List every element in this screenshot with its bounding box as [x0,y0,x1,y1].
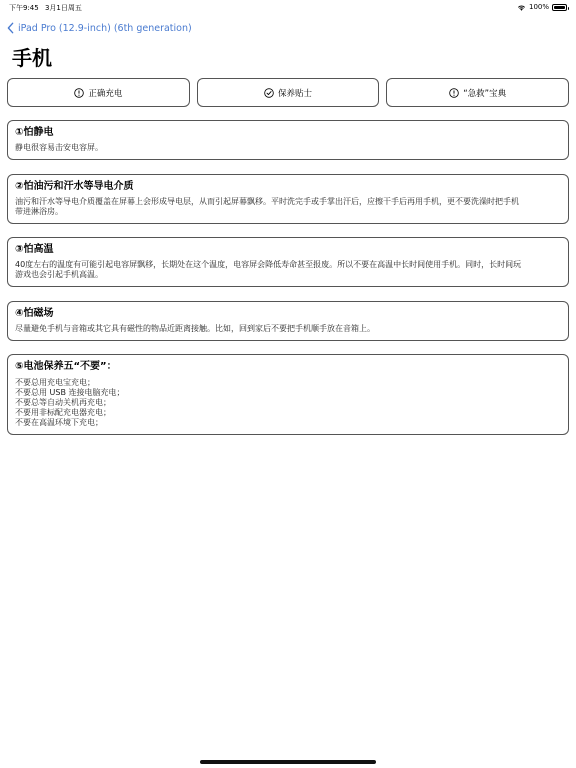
card-title: ③怕高温 [15,244,54,255]
tip-card-heat [7,237,569,287]
tab-maintenance-tips[interactable] [197,78,380,107]
tip-card-static [7,120,569,160]
battery-percent: 100% [528,3,549,11]
status-time-clock: 下午9:45 [9,4,39,12]
card-title: ②怕油污和汗水等导电介质 [15,181,134,192]
chevron-left-icon [6,22,15,34]
card-body: 静电很容易击安电容屏。 [15,143,103,152]
status-right [517,3,567,11]
home-indicator[interactable] [200,760,376,764]
tab-correct-charging[interactable] [7,78,190,107]
exclamation-circle-icon [449,88,459,98]
card-title: ④怕磁场 [15,308,54,319]
status-date: 3月1日周五 [44,4,82,12]
card-body: 40度左右的温度有可能引起电容屏飘移，长期处在这个温度，电容屏会降低寿命甚至报废。所以不要在高温中长时间使用手机。同时，长时间玩 游戏也会引起手机高温。 [15,260,522,279]
card-body: 油污和汗水等导电介质覆盖在屏幕上会形成导电层，从而引起屏幕飘移。平时洗完手或手掌出汗后，应擦干手后再用手机，更不要洗澡时把手机 带进淋浴房。 [15,197,519,216]
checkmark-circle-icon [264,88,274,98]
card-body: 尽量避免手机与音箱或其它具有磁性的物品近距离接触。比如，回到家后不要把手机顺手放在音箱上。 [15,324,375,333]
card-title: ①怕静电 [15,127,54,138]
tab-label: 保养贴士 [278,88,313,99]
tip-card-oil-sweat [7,174,569,224]
back-button-label: iPad Pro (12.9-inch) (6th generation) [18,22,192,34]
status-time [9,3,82,13]
tab-first-aid-guide[interactable] [386,78,569,107]
tab-label: 正确充电 [88,88,123,99]
wifi-icon [517,4,526,11]
card-body: 不要总用充电宝充电； 不要总用 USB 连接电脑充电； 不要总等自动关机再充电； 不要用非标配充电器充电； 不要在高温环境下充电； [15,378,125,427]
card-title: ⑤电池保养五“不要”： [15,361,117,372]
page-title: 手机 [12,46,52,70]
tip-card-battery [7,354,569,435]
tip-card-magnetic [7,301,569,341]
back-button[interactable] [6,20,192,36]
tab-bar [7,78,569,107]
status-bar [0,0,576,14]
battery-icon [552,4,567,11]
exclamation-circle-icon [74,88,84,98]
tab-label: “急救”宝典 [463,88,507,99]
battery-fill [554,6,565,9]
